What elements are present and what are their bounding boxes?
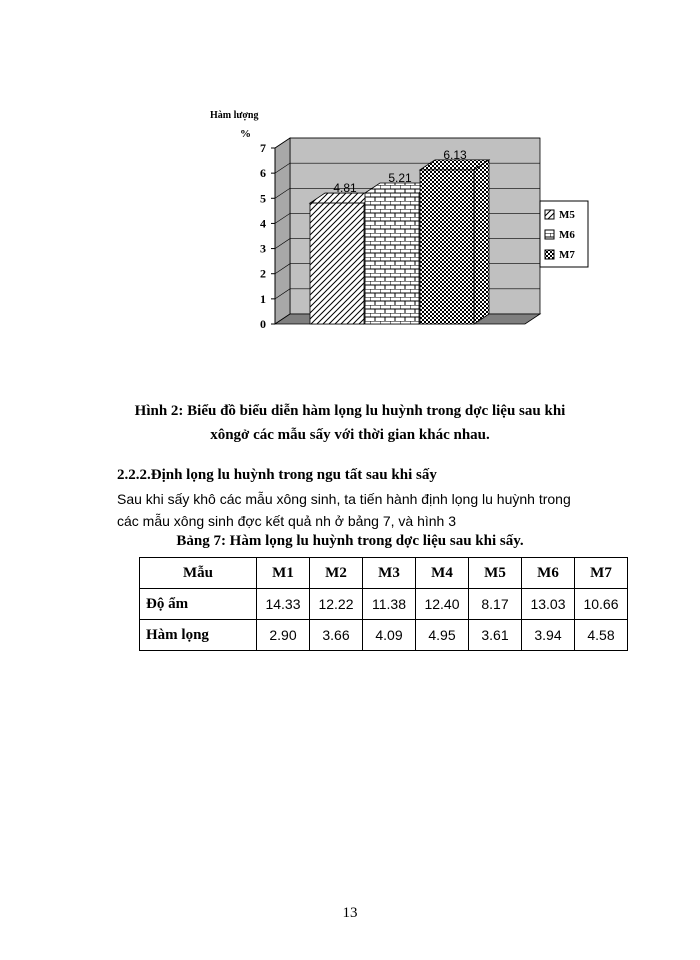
bar-m5 [310,203,364,324]
y-axis-unit: % [240,128,251,140]
table-caption: Bảng 7: Hàm lọng lu huỳnh trong dợc liệu sau khi sấy. [176,533,524,549]
table-cell: 3.61 [469,620,522,651]
header-cell: M4 [416,558,469,589]
figure-caption-line1: Hình 2: Biểu đồ biểu diễn hàm lọng lu huỳnh trong dợc liệu sau khi [134,403,566,419]
table-cell: 3.94 [522,620,575,651]
table-row [140,620,628,651]
legend-swatch-m7 [545,250,554,259]
header-cell: M7 [575,558,628,589]
page-number: 13 [342,905,358,921]
legend-swatch-m6 [545,230,554,239]
bar-side-m7 [474,160,489,324]
bar-m6 [365,193,419,324]
legend-label-m6: M6 [559,229,575,241]
header-cell: M3 [363,558,416,589]
y-tick-label: 2 [260,266,266,281]
legend-label-m7: M7 [559,249,575,261]
header-cell: M2 [310,558,363,589]
table-cell: 8.17 [469,589,522,620]
table-cell: 10.66 [575,589,628,620]
data-label-m5: 4.81 [333,181,357,196]
legend-swatch-m5 [545,210,554,219]
data-label-m7: 6.13 [443,147,467,162]
table-cell: 14.33 [257,589,310,620]
table-cell: 13.03 [522,589,575,620]
data-label-m6: 5.21 [388,171,412,186]
table-cell: 4.58 [575,620,628,651]
legend-label-m5: M5 [559,209,575,221]
paragraph-line2: các mẫu xông sinh đợc kết quả nh ở bảng 7, và hình 3 [117,513,457,529]
y-tick-label: 7 [260,141,266,155]
table-cell: 4.95 [416,620,469,651]
y-tick-label: 3 [260,241,266,256]
table-cell: 4.09 [363,620,416,651]
header-cell: Mẫu [140,558,257,589]
y-tick-label: 4 [260,216,266,231]
row-label: Hàm lọng [140,620,257,651]
table-cell: 2.90 [257,620,310,651]
table-cell: 12.22 [310,589,363,620]
table-header-row [140,558,628,589]
paragraph-line1: Sau khi sấy khô các mẫu xông sinh, ta tiến hành định lọng lu huỳnh trong [117,491,571,507]
legend [540,201,588,267]
y-tick-label: 5 [260,191,266,206]
bar-m7 [420,170,474,324]
y-axis-title: Hàm lượng [210,110,259,121]
header-cell: M5 [469,558,522,589]
table-cell: 3.66 [310,620,363,651]
y-tick-label: 1 [260,291,266,306]
chart-side-wall [275,138,290,324]
table-cell: 11.38 [363,589,416,620]
figure-caption-line2: xôngở các mẫu sấy với thời gian khác nhau. [210,427,490,443]
header-cell: M1 [257,558,310,589]
section-heading: 2.2.2.Định lọng lu huỳnh trong ngu tất sau khi sấy [117,467,437,483]
table-row [140,589,628,620]
y-tick-label: 6 [260,166,266,181]
table-cell: 12.40 [416,589,469,620]
data-table [139,557,628,651]
header-cell: M6 [522,558,575,589]
bar-chart [200,105,600,345]
y-tick-label: 0 [260,317,266,331]
row-label: Độ ẩm [140,589,257,620]
